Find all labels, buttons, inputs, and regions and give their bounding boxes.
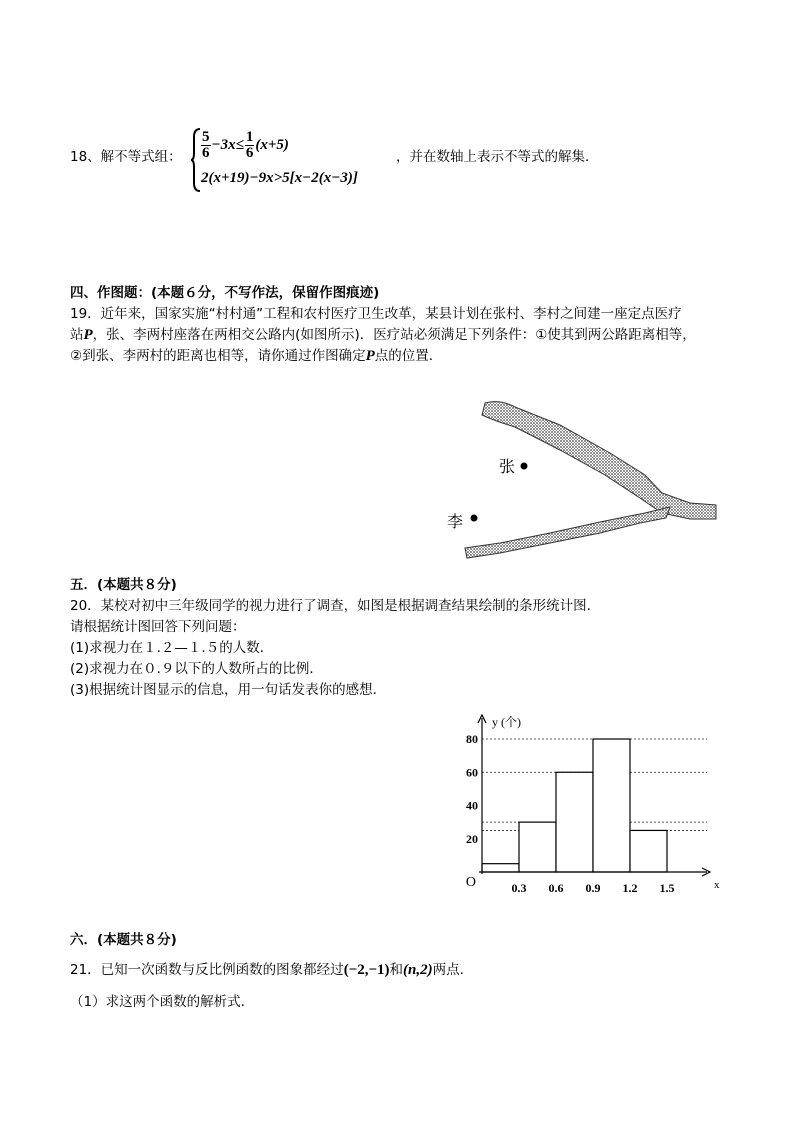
- ineq1-tail: (x+5): [255, 137, 289, 153]
- q19-line3-start: ②到张、李两村的距离也相等，请你通过作图确定: [70, 348, 366, 364]
- q21-item1: （1）求这两个函数的解析式．: [70, 994, 255, 1010]
- q19-line2-start: 站: [70, 327, 84, 343]
- li-village-label: 李: [447, 514, 464, 531]
- q20-item3: (3)根据统计图显示的信息，用一句话发表你的感想．: [70, 682, 387, 698]
- lower-road: [465, 507, 670, 558]
- section5-heading: 五．(本题共８分): [70, 577, 177, 593]
- zhang-village-dot: [521, 463, 528, 470]
- q19-line2-end: ，张、李两村座落在两相交公路内(如图所示)．医疗站必须满足下列条件：①使其到两公路距离相等，: [92, 327, 696, 343]
- origin-label: O: [465, 875, 476, 890]
- x-tick-0.6: 0.6: [548, 881, 564, 895]
- point-p-label: P: [83, 327, 93, 343]
- q21-line: [70, 960, 473, 981]
- q21-text-start: 21．已知一次函数与反比例函数的图象都经过: [70, 962, 344, 978]
- q19-line1: 19．近年来，国家实施“村村通”工程和农村医疗卫生改革，某县计划在张村、李村之间建一座定点医疗: [70, 306, 682, 322]
- q20-line2: 请根据统计图回答下列问题：: [70, 619, 246, 635]
- road-figure: [440, 395, 730, 570]
- y-axis-label: y (个): [492, 715, 521, 729]
- ineq1-middle: −3x≤: [211, 137, 244, 153]
- y-tick-40: 40: [466, 798, 478, 813]
- q20-item2: (2)求视力在０.９以下的人数所占的比例．: [70, 661, 323, 677]
- bar-0.3~0.6: [519, 822, 556, 872]
- li-village-dot: [471, 515, 478, 522]
- q19-line3: [70, 346, 442, 367]
- x-tick-1.2: 1.2: [622, 881, 638, 895]
- bar-1.2~1.5: [630, 830, 667, 872]
- point-2: (n,2): [403, 962, 433, 978]
- y-tick-20: 20: [466, 831, 478, 846]
- x-tick-0.3: 0.3: [511, 881, 527, 895]
- q21-text-end: 两点．: [432, 962, 474, 978]
- q19-line3-end: 点的位置．: [374, 348, 443, 364]
- bar-0.6~0.9: [556, 772, 593, 872]
- q21-and: 和: [389, 962, 404, 978]
- vision-bar-chart: [452, 710, 727, 900]
- section4-heading: 四、作图题：(本题６分，不写作法，保留作图痕迹): [70, 285, 380, 301]
- x-tick-0.9: 0.9: [585, 881, 601, 895]
- y-tick-80: 80: [466, 732, 478, 746]
- point-p-label-2: P: [365, 348, 375, 364]
- q19-line2: [70, 325, 696, 346]
- upper-road: [482, 402, 716, 519]
- bar-0~0.3: [482, 864, 519, 872]
- frac1-numerator: 5: [202, 129, 210, 145]
- y-tick-60: 60: [466, 765, 478, 780]
- q20-item1: (1)求视力在１.２—１.５的人数．: [70, 640, 274, 656]
- bar-0.9~1.2: [593, 739, 630, 872]
- x-tick-1.5: 1.5: [659, 881, 675, 895]
- inequality-1: [200, 130, 289, 164]
- frac1-denominator: 6: [202, 145, 210, 161]
- inequality-2: 2(x+19)−9x>5[x−2(x−3)]: [201, 170, 358, 186]
- q20-line1: 20．某校对初中三年级同学的视力进行了调查，如图是根据调查结果绘制的条形统计图．: [70, 598, 601, 614]
- point-1: (−2,−1): [343, 962, 390, 978]
- q18-suffix: ，并在数轴上表示不等式的解集．: [396, 149, 599, 165]
- x-axis-label: x: [714, 879, 720, 891]
- zhang-village-label: 张: [499, 459, 516, 476]
- frac2-denominator: 6: [245, 145, 254, 161]
- q18-prefix: 18、解不等式组：: [70, 149, 182, 165]
- frac2-numerator: 1: [245, 129, 254, 145]
- section6-heading: 六．(本题共８分): [70, 932, 177, 948]
